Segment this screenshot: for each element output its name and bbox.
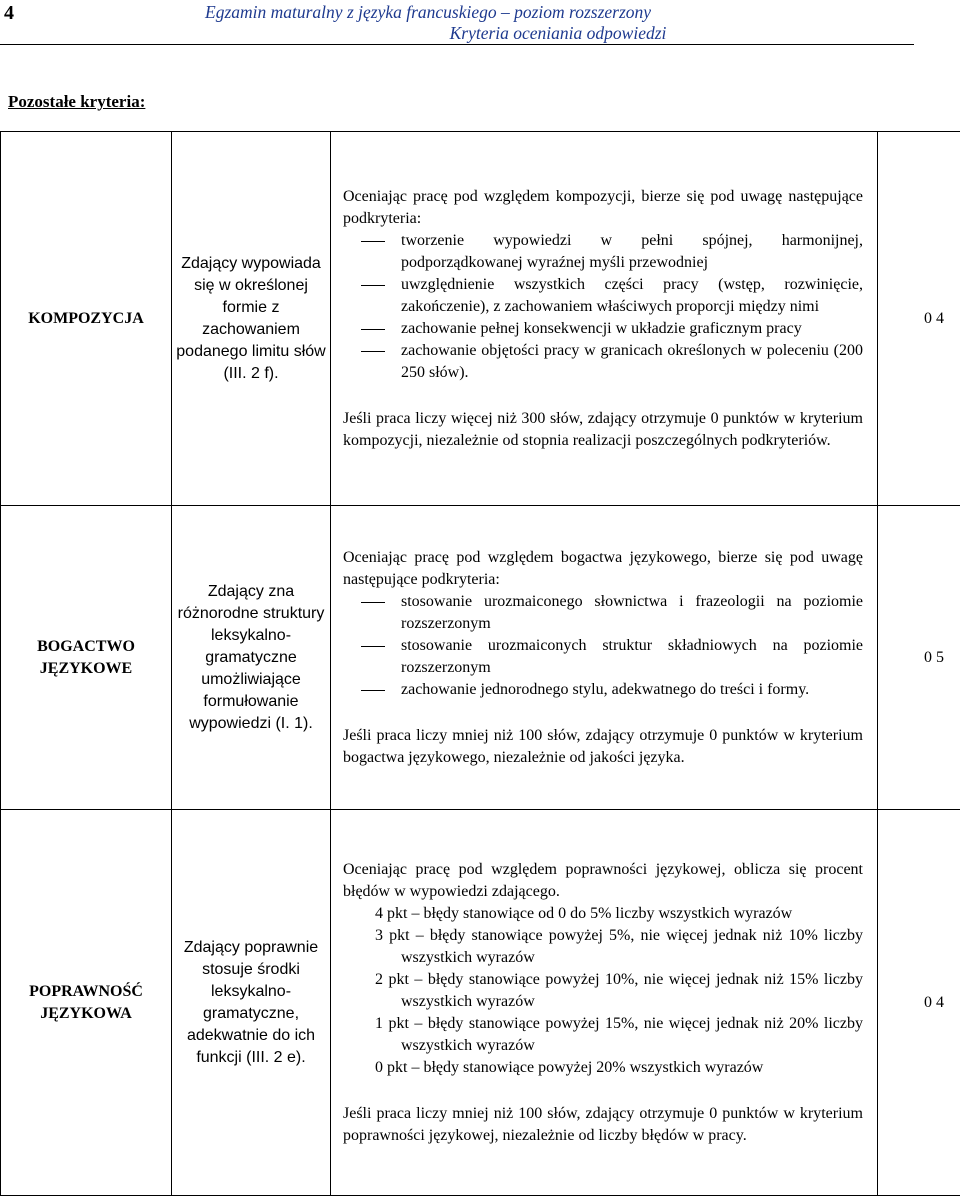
description-intro: Oceniając pracę pod względem bogactwa językowego, bierze się pod uwagę następujące podkryteria: xyxy=(343,548,863,588)
list-item: stosowanie urozmaiconych struktur składniowych na poziomie rozszerzonym xyxy=(343,635,863,679)
error-levels-list xyxy=(343,903,863,1079)
criterion-points: 0 4 xyxy=(878,810,960,1196)
list-item: uwzględnienie wszystkich części pracy (wstęp, rozwinięcie, zakończenie), z zachowaniem właściwych proporcji między nimi xyxy=(343,274,863,318)
table-row-poprawnosc xyxy=(1,810,960,1196)
description-note: Jeśli praca liczy mniej niż 100 słów, zdający otrzymuje 0 punktów w kryterium poprawności językowej, niezależnie od liczby błędów w pracy. xyxy=(343,1104,863,1144)
subcriteria-list xyxy=(343,591,863,701)
description-intro: Oceniając pracę pod względem poprawności językowej, oblicza się procent błędów w wypowiedzi zdającego. xyxy=(343,860,863,900)
page-header xyxy=(0,0,960,46)
table-row-bogactwo xyxy=(1,506,960,810)
header-title: Egzamin maturalny z języka francuskiego – poziom rozszerzony xyxy=(205,2,652,22)
list-item: 0 pkt – błędy stanowiące powyżej 20% wszystkich wyrazów xyxy=(375,1058,764,1076)
criterion-name: BOGACTWO JĘZYKOWE xyxy=(1,506,172,810)
criterion-skill: Zdający zna różnorodne struktury leksykalno-gramatyczne umożliwiające formułowanie wypowiedzi (I. 1). xyxy=(172,506,331,810)
list-item: zachowanie pełnej konsekwencji w układzie graficznym pracy xyxy=(343,318,863,340)
list-item: 3 pkt – błędy stanowiące powyżej 5%, nie więcej jednak niż 10% liczby wszystkich wyrazów xyxy=(375,926,863,966)
criterion-name: POPRAWNOŚĆ JĘZYKOWA xyxy=(1,810,172,1196)
header-rule xyxy=(0,44,914,45)
list-item: 1 pkt – błędy stanowiące powyżej 15%, nie więcej jednak niż 20% liczby wszystkich wyrazów xyxy=(375,1014,863,1054)
header-subtitle: Kryteria oceniania odpowiedzi xyxy=(449,23,667,43)
criterion-description xyxy=(331,506,878,810)
criterion-points: 0 4 xyxy=(878,132,960,506)
list-item: zachowanie objętości pracy w granicach określonych w poleceniu (200 250 słów). xyxy=(343,340,863,384)
list-item: 2 pkt – błędy stanowiące powyżej 10%, nie więcej jednak niż 15% liczby wszystkich wyrazów xyxy=(375,970,863,1010)
description-note: Jeśli praca liczy więcej niż 300 słów, zdający otrzymuje 0 punktów w kryterium kompozycji, niezależnie od stopnia realizacji poszczególnych podkryteriów. xyxy=(343,409,863,449)
list-item: stosowanie urozmaiconego słownictwa i frazeologii na poziomie rozszerzonym xyxy=(343,591,863,635)
subcriteria-list xyxy=(343,230,863,384)
criterion-name: KOMPOZYCJA xyxy=(1,132,172,506)
criterion-skill: Zdający wypowiada się w określonej formie z zachowaniem podanego limitu słów (III. 2 f). xyxy=(172,132,331,506)
criterion-skill: Zdający poprawnie stosuje środki leksykalno-gramatyczne, adekwatnie do ich funkcji (III. 2 e). xyxy=(172,810,331,1196)
criterion-points: 0 5 xyxy=(878,506,960,810)
list-item: 4 pkt – błędy stanowiące od 0 do 5% liczby wszystkich wyrazów xyxy=(375,904,793,922)
table-row-kompozycja xyxy=(1,132,960,506)
criteria-table xyxy=(0,131,960,1196)
description-note: Jeśli praca liczy mniej niż 100 słów, zdający otrzymuje 0 punktów w kryterium bogactwa językowego, niezależnie od jakości języka. xyxy=(343,726,863,766)
list-item: zachowanie jednorodnego stylu, adekwatnego do treści i formy. xyxy=(343,679,863,701)
list-item: tworzenie wypowiedzi w pełni spójnej, harmonijnej, podporządkowanej wyraźnej myśli przewodniej xyxy=(343,230,863,274)
page-number: 4 xyxy=(4,2,14,24)
criterion-description xyxy=(331,132,878,506)
section-title: Pozostałe kryteria: xyxy=(8,92,146,111)
criterion-description xyxy=(331,810,878,1196)
description-intro: Oceniając pracę pod względem kompozycji, bierze się pod uwagę następujące podkryteria: xyxy=(343,187,863,227)
